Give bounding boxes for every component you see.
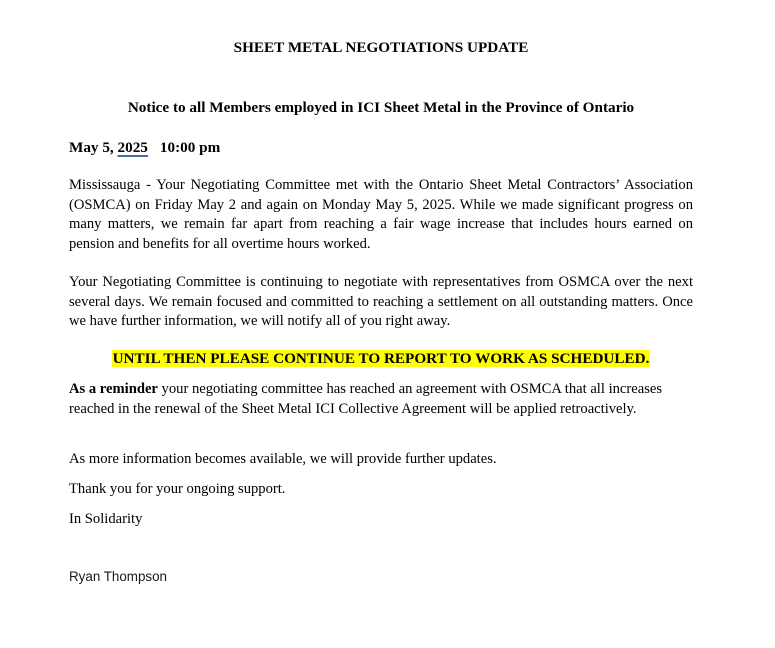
closing-line: In Solidarity (69, 511, 143, 527)
reminder-lead: As a reminder (69, 381, 158, 397)
highlighted-notice-text: UNTIL THEN PLEASE CONTINUE TO REPORT TO WORK AS SCHEDULED. (112, 350, 650, 367)
signature-name: Ryan Thompson (69, 569, 168, 584)
document-subtitle: Notice to all Members employed in ICI Sheet Metal in the Province of Ontario (127, 99, 635, 116)
paragraph-thanks: Thank you for your ongoing support. (69, 481, 286, 497)
highlighted-notice (69, 349, 693, 369)
paragraph-further-updates: As more information becomes available, we will provide further updates. (69, 451, 497, 467)
time-stamp: 10:00 pm (159, 139, 221, 156)
paragraph-continuing-negotiations: Your Negotiating Committee is continuing to negotiate with representatives from OSMCA over the next several days. We remain focused and committed to reaching a settlement on all outstanding matters. Once we have further information, we will notify all of you right away. (69, 274, 693, 329)
dateline (69, 138, 220, 157)
date-year: 2025 (117, 139, 148, 156)
date-prefix: May 5, (69, 139, 118, 156)
reminder-text: your negotiating committee has reached an agreement with OSMCA that all increases reached in the renewal of the Sheet Metal ICI Collective Agreement will be applied retroactively. (69, 381, 663, 417)
paragraph-meeting-summary: Mississauga - Your Negotiating Committee met with the Ontario Sheet Metal Contractors’ Association (OSMCA) on Friday May 2 and again on Monday May 5, 2025. While we made significant progress on many matters, we remain far apart from reaching a fair wage increase that includes hours earned on pension and benefits for all overtime hours worked. (69, 177, 693, 252)
paragraph-reminder (69, 380, 693, 419)
document-title: SHEET METAL NEGOTIATIONS UPDATE (233, 39, 529, 56)
